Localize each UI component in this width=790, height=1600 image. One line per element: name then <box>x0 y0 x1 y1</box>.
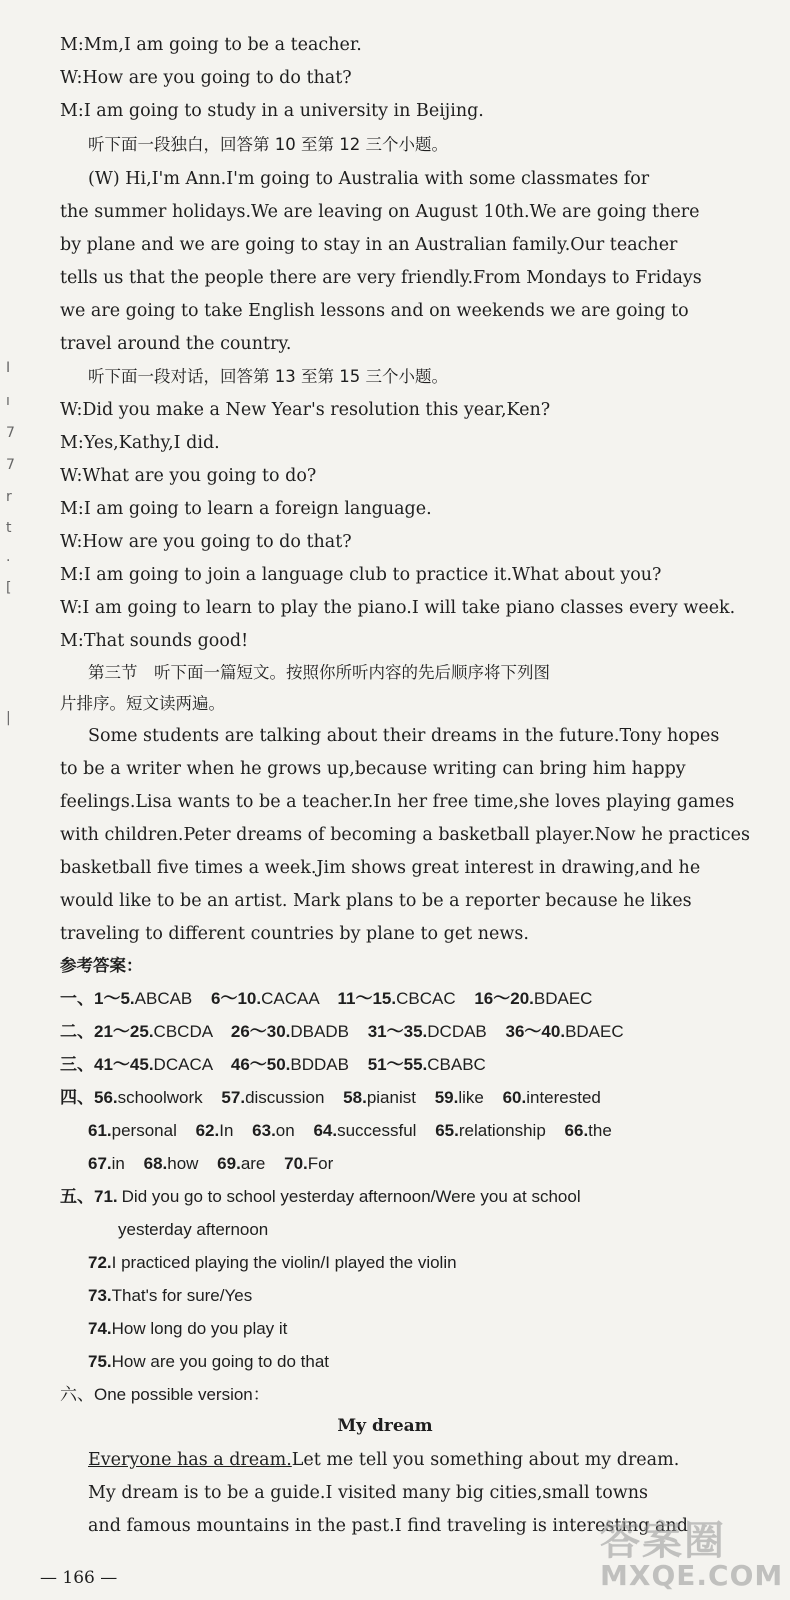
answers-heading: 参考答案： <box>60 956 143 975</box>
answer-row: 一、1～5.ABCAB 6～10.CACAA 11～15.CBCAC 16～20.BDAEC <box>60 989 593 1008</box>
watermark-logo <box>600 1518 784 1592</box>
answer-row: 73.That's for sure/Yes <box>88 1286 253 1305</box>
essay-underlined-sentence: Everyone has a dream. <box>88 1450 292 1470</box>
monologue-line: by plane and we are going to stay in an Australian family.Our teacher <box>60 235 678 255</box>
answer-row: 74.How long do you play it <box>88 1319 288 1338</box>
monologue-instruction: 听下面一段独白，回答第 10 至第 12 三个小题。 <box>88 135 448 154</box>
dialog-line: W:Did you make a New Year's resolution this year,Ken? <box>60 400 551 420</box>
margin-mark: 7 <box>6 457 15 473</box>
dialog-line: M:I am going to study in a university in Beijing. <box>60 101 484 121</box>
passage-line: basketball five times a week.Jim shows great interest in drawing,and he <box>60 858 701 878</box>
watermark-url: MXQE.COM <box>600 1559 784 1592</box>
margin-mark: [ <box>6 580 12 596</box>
answer-row: yesterday afternoon <box>118 1220 269 1239</box>
monologue-line: we are going to take English lessons and on weekends we are going to <box>60 301 689 321</box>
margin-mark: . <box>6 549 11 565</box>
answer-row: 六、One possible version： <box>60 1385 270 1404</box>
answer-row: 61.personal 62.In 63.on 64.successful 65.relationship 66.the <box>88 1121 612 1140</box>
monologue-line: travel around the country. <box>60 334 292 354</box>
essay-title: My dream <box>337 1416 433 1436</box>
dialog-line: M:Mm,I am going to be a teacher. <box>60 35 362 55</box>
dialog-line: M:I am going to learn a foreign language. <box>60 499 432 519</box>
margin-mark: | <box>6 710 11 726</box>
monologue-line: (W) Hi,I'm Ann.I'm going to Australia with some classmates for <box>88 169 650 189</box>
answer-row: 五、71. Did you go to school yesterday afternoon/Were you at school <box>60 1187 581 1206</box>
essay-line: Everyone has a dream.Let me tell you something about my dream. <box>88 1450 680 1470</box>
margin-mark: 7 <box>6 425 15 441</box>
dialog-line: W:I am going to learn to play the piano.I will take piano classes every week. <box>60 598 736 618</box>
dialog-line: M:Yes,Kathy,I did. <box>60 433 220 453</box>
dialog-line: W:How are you going to do that? <box>60 68 352 88</box>
passage-line: feelings.Lisa wants to be a teacher.In her free time,she loves playing games <box>60 792 735 812</box>
answer-row: 二、21～25.CBCDA 26～30.DBADB 31～35.DCDAB 36～40.BDAEC <box>60 1022 624 1041</box>
passage-line: with children.Peter dreams of becoming a basketball player.Now he practices <box>60 825 750 845</box>
dialog-line: M:That sounds good! <box>60 631 249 651</box>
margin-mark: t <box>6 520 12 536</box>
passage-line: to be a writer when he grows up,because writing can bring him happy <box>60 759 686 779</box>
essay-line: My dream is to be a guide.I visited many big cities,small towns <box>88 1483 648 1503</box>
section-heading: 第三节 听下面一篇短文。按照你所听内容的先后顺序将下列图 <box>88 663 550 682</box>
page-number: — 166 — <box>40 1568 118 1588</box>
answer-row: 三、41～45.DCACA 46～50.BDDAB 51～55.CBABC <box>60 1055 486 1074</box>
dialog-line: M:I am going to join a language club to practice it.What about you? <box>60 565 662 585</box>
passage-line: traveling to different countries by plane to get news. <box>60 924 529 944</box>
dialog-instruction: 听下面一段对话，回答第 13 至第 15 三个小题。 <box>88 367 448 386</box>
answer-row: 67.in 68.how 69.are 70.For <box>88 1154 334 1173</box>
margin-mark: I <box>6 360 11 376</box>
answer-row: 72.I practiced playing the violin/I played the violin <box>88 1253 457 1272</box>
essay-line: and famous mountains in the past.I find traveling is interesting and <box>88 1516 688 1536</box>
passage-line: would like to be an artist. Mark plans to be a reporter because he likes <box>60 891 692 911</box>
dialog-line: W:How are you going to do that? <box>60 532 352 552</box>
monologue-line: the summer holidays.We are leaving on August 10th.We are going there <box>60 202 700 222</box>
dialog-line: W:What are you going to do? <box>60 466 317 486</box>
section-heading: 片排序。短文读两遍。 <box>60 694 225 713</box>
watermark-text: 答案圈 <box>600 1518 726 1564</box>
margin-mark: r <box>6 489 12 505</box>
answer-row: 75.How are you going to do that <box>88 1352 330 1371</box>
answer-row: 四、56.schoolwork 57.discussion 58.pianist 59.like 60.interested <box>60 1088 601 1107</box>
passage-line: Some students are talking about their dreams in the future.Tony hopes <box>88 726 720 746</box>
margin-mark: ı <box>6 393 10 409</box>
monologue-line: tells us that the people there are very friendly.From Mondays to Fridays <box>60 268 702 288</box>
